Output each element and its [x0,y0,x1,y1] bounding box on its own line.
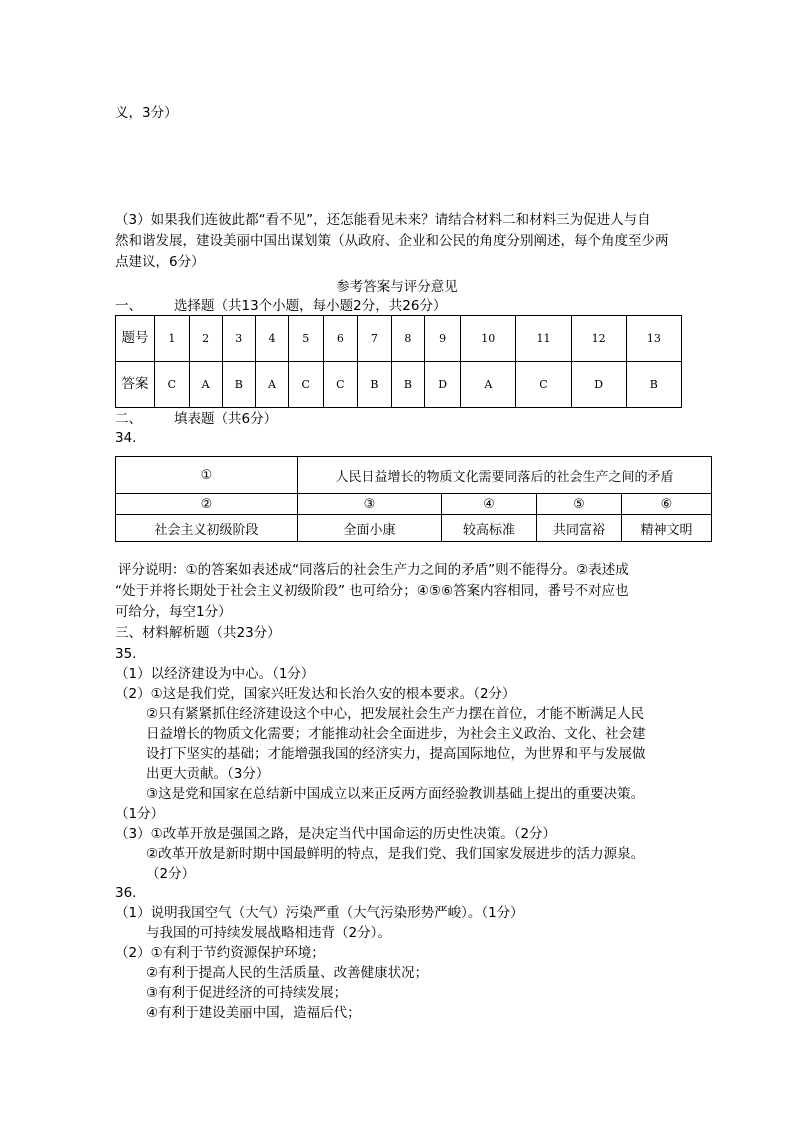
question-number-cell: 3 [222,316,255,362]
answer-line: 设打下坚实的基础；才能增强我国的经济实力，提高国际地位，为世界和平与发展做 [146,746,646,762]
cell: ⑥ [622,494,712,515]
question-number-cell: 5 [288,316,323,362]
answer-cell: A [256,362,289,408]
answer-line: 出更大贡献。（3分） [146,766,270,782]
cell: 人民日益增长的物质文化需要同落后的社会生产之间的矛盾 [298,457,712,494]
scoring-note: 可给分，每空1分） [115,604,232,620]
question-label: 34. [115,430,137,446]
answer-line: （2）①有利于节约资源保护环境； [115,945,325,961]
answer-cell: B [626,362,681,408]
question-label: 36. [115,885,137,901]
answer-title: 参考答案与评分意见 [336,279,458,295]
cell: 较高标准 [442,515,537,542]
section-title: 选择题（共13个小题，每小题2分，共26分） [174,298,447,314]
answer-line: 日益增长的物质文化需要；才能推动社会全面进步，为社会主义政治、文化、社会建 [146,726,646,742]
answer-line: （1）说明我国空气（大气）污染严重（大气污染形势严峻）。（1分） [115,905,524,921]
answer-line: （2）①这是我们党，国家兴旺发达和长治久安的根本要求。（2分） [115,686,516,702]
cell: ③ [298,494,442,515]
answer-line: ③有利于促进经济的可持续发展； [146,985,348,1001]
scoring-note: “处于并将长期处于社会主义初级阶段” 也可给分；④⑤⑥答案内容相同，番号不对应也 [115,583,629,599]
cell: ④ [442,494,537,515]
answer-line: （1分） [115,806,165,822]
section-title: 填表题（共6分） [174,411,278,427]
answer-cell: C [288,362,323,408]
question-number-cell: 2 [189,316,222,362]
answer-line: ②有利于提高人民的生活质量、改善健康状况； [146,965,429,981]
choice-answer-table [115,315,682,408]
row-header: 题号 [116,316,155,362]
question-number-cell: 1 [155,316,190,362]
question-3-line: 然和谐发展，建设美丽中国出谋划策（从政府、企业和公民的角度分别阐述，每个角度至少两 [115,233,669,249]
answer-cell: C [516,362,571,408]
text-fragment: 义，3分） [115,105,178,121]
answer-cell: A [189,362,222,408]
section-number: 二、 [115,411,142,427]
row-header: 答案 [116,362,155,408]
answer-cell: D [571,362,626,408]
answer-line: 与我国的可持续发展战略相违背（2分）。 [146,925,391,941]
question-number-cell: 13 [626,316,681,362]
section-2-heading [115,410,277,428]
question-label: 35. [115,646,137,662]
cell: 社会主义初级阶段 [116,515,298,542]
answer-cell: D [425,362,461,408]
cell: 共同富裕 [537,515,622,542]
question-number-cell: 12 [571,316,626,362]
question-number-cell: 9 [425,316,461,362]
answer-cell: A [461,362,516,408]
answer-line: （1）以经济建设为中心。（1分） [115,666,315,682]
section-1-heading [115,297,446,315]
answer-line: ②只有紧紧抓住经济建设这个中心，把发展社会生产力摆在首位，才能不断满足人民 [146,706,645,722]
fill-table [115,456,712,542]
question-number-cell: 8 [391,316,424,362]
answer-cell: C [323,362,358,408]
question-number-cell: 4 [256,316,289,362]
cell: ① [116,457,298,494]
question-number-cell: 11 [516,316,571,362]
scoring-note: 评分说明：①的答案如表述成“同落后的社会生产力之间的矛盾”则不能得分。②表述成 [118,562,629,578]
question-number-cell: 7 [358,316,391,362]
answer-cell: B [391,362,424,408]
cell: 全面小康 [298,515,442,542]
answer-line: （2分） [146,866,196,882]
answer-line: ③这是党和国家在总结新中国成立以来正反两方面经验教训基础上提出的重要决策。 [146,786,645,802]
cell: ② [116,494,298,515]
answer-cell: C [155,362,190,408]
question-3-line: 点建议，6分） [115,254,205,270]
cell: 精神文明 [622,515,712,542]
question-3-line: （3）如果我们连彼此都“看不见”，还怎能看见未来？请结合材料二和材料三为促进人与自 [115,212,651,228]
answer-line: ②改革开放是新时期中国最鲜明的特点，是我们党、我们国家发展进步的活力源泉。 [146,846,645,862]
question-number-cell: 10 [461,316,516,362]
answer-cell: B [358,362,391,408]
section-number: 一、 [115,298,142,314]
cell: ⑤ [537,494,622,515]
answer-cell: B [222,362,255,408]
question-number-cell: 6 [323,316,358,362]
section-3-heading: 三、材料解析题（共23分） [115,625,281,641]
answer-line: （3）①改革开放是强国之路，是决定当代中国命运的历史性决策。（2分） [115,826,557,842]
answer-line: ④有利于建设美丽中国，造福后代； [146,1005,361,1021]
